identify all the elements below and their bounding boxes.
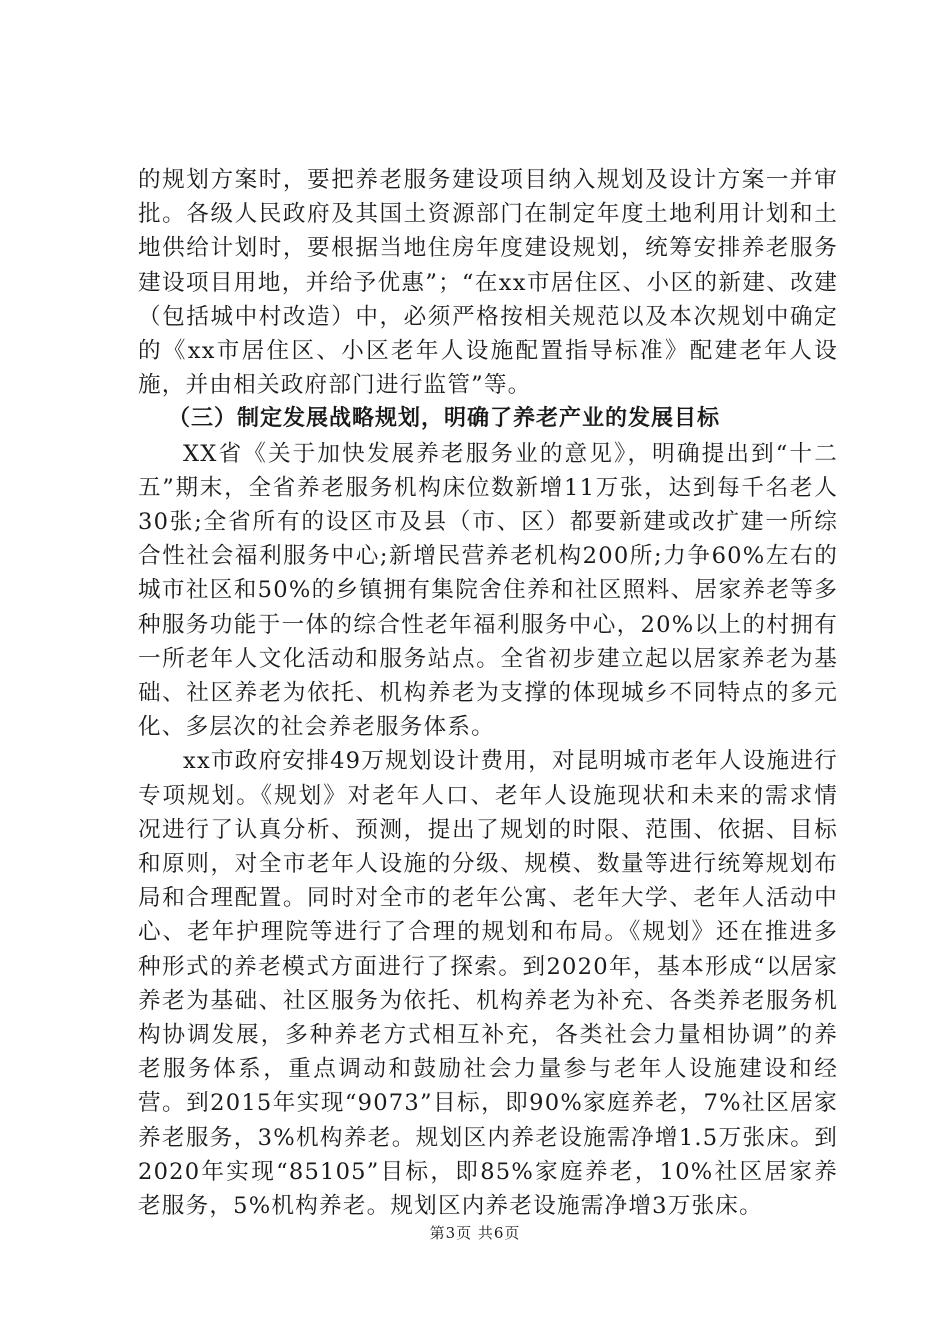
paragraph-city-plan: xx市政府安排49万规划设计费用，对昆明城市老年人设施进行专项规划。《规划》对老年人口、老年人设施现状和未来的需求情况进行了认真分析、预测，提出了规划的时限、范围、依据、目标和原则，对全市老年人设施的分级、规模、数量等进行统筹规划布局和合理配置。同时对全市的老年公寓、老年大学、老年人活动中心、老年护理院等进行了合理的规划和布局。《规划》还在推进多种形式的养老模式方面进行了探索。到2020年，基本形成“以居家养老为基础、社区服务为依托、机构养老为补充、各类养老服务机构协调发展，多种养老方式相互补充，各类社会力量相协调”的养老服务体系，重点调动和鼓励社会力量参与老年人设施建设和经营。到2015年实现“9073”目标，即90%家庭养老，7%社区居家养老服务，3%机构养老。规划区内养老设施需净增1.5万张床。到2020年实现“85105”目标，即85%家庭养老，10%社区居家养老服务，5%机构养老。规划区内养老设施需净增3万张床。 [138,748,838,1220]
paragraph-provincial-opinion: XX省《关于加快发展养老服务业的意见》，明确提出到“十二五”期末，全省养老服务机构床位数新增11万张，达到每千名老人30张;全省所有的设区市及县（市、区）都要新建或改扩建一所综合性社会福利服务中心;新增民营养老机构200所;力争60%左右的城市社区和50%的乡镇拥有集院舍住养和社区照料、居家养老等多种服务功能于一体的综合性老年福利服务中心，20%以上的村拥有一所老年人文化活动和服务站点。全省初步建立起以居家养老为基础、社区养老为依托、机构养老为支撑的体现城乡不同特点的多元化、多层次的社会养老服务体系。 [138,440,838,741]
document-body [138,163,838,1223]
paragraph-continuation: 的规划方案时，要把养老服务建设项目纳入规划及设计方案一并审批。各级人民政府及其国土资源部门在制定年度土地利用计划和土地供给计划时，要根据当地住房年度建设规划，统筹安排养老服务建设项目用地，并给予优惠”；“在xx市居住区、小区的新建、改建（包括城中村改造）中，必须严格按相关规范以及本次规划中确定的《xx市居住区、小区老年人设施配置指导标准》配建老年人设施，并由相关政府部门进行监管”等。 [138,167,838,399]
page-number: 第3页 共6页 [429,1224,521,1242]
section-heading: （三）制定发展战略规划，明确了养老产业的发展目标 [168,406,721,432]
